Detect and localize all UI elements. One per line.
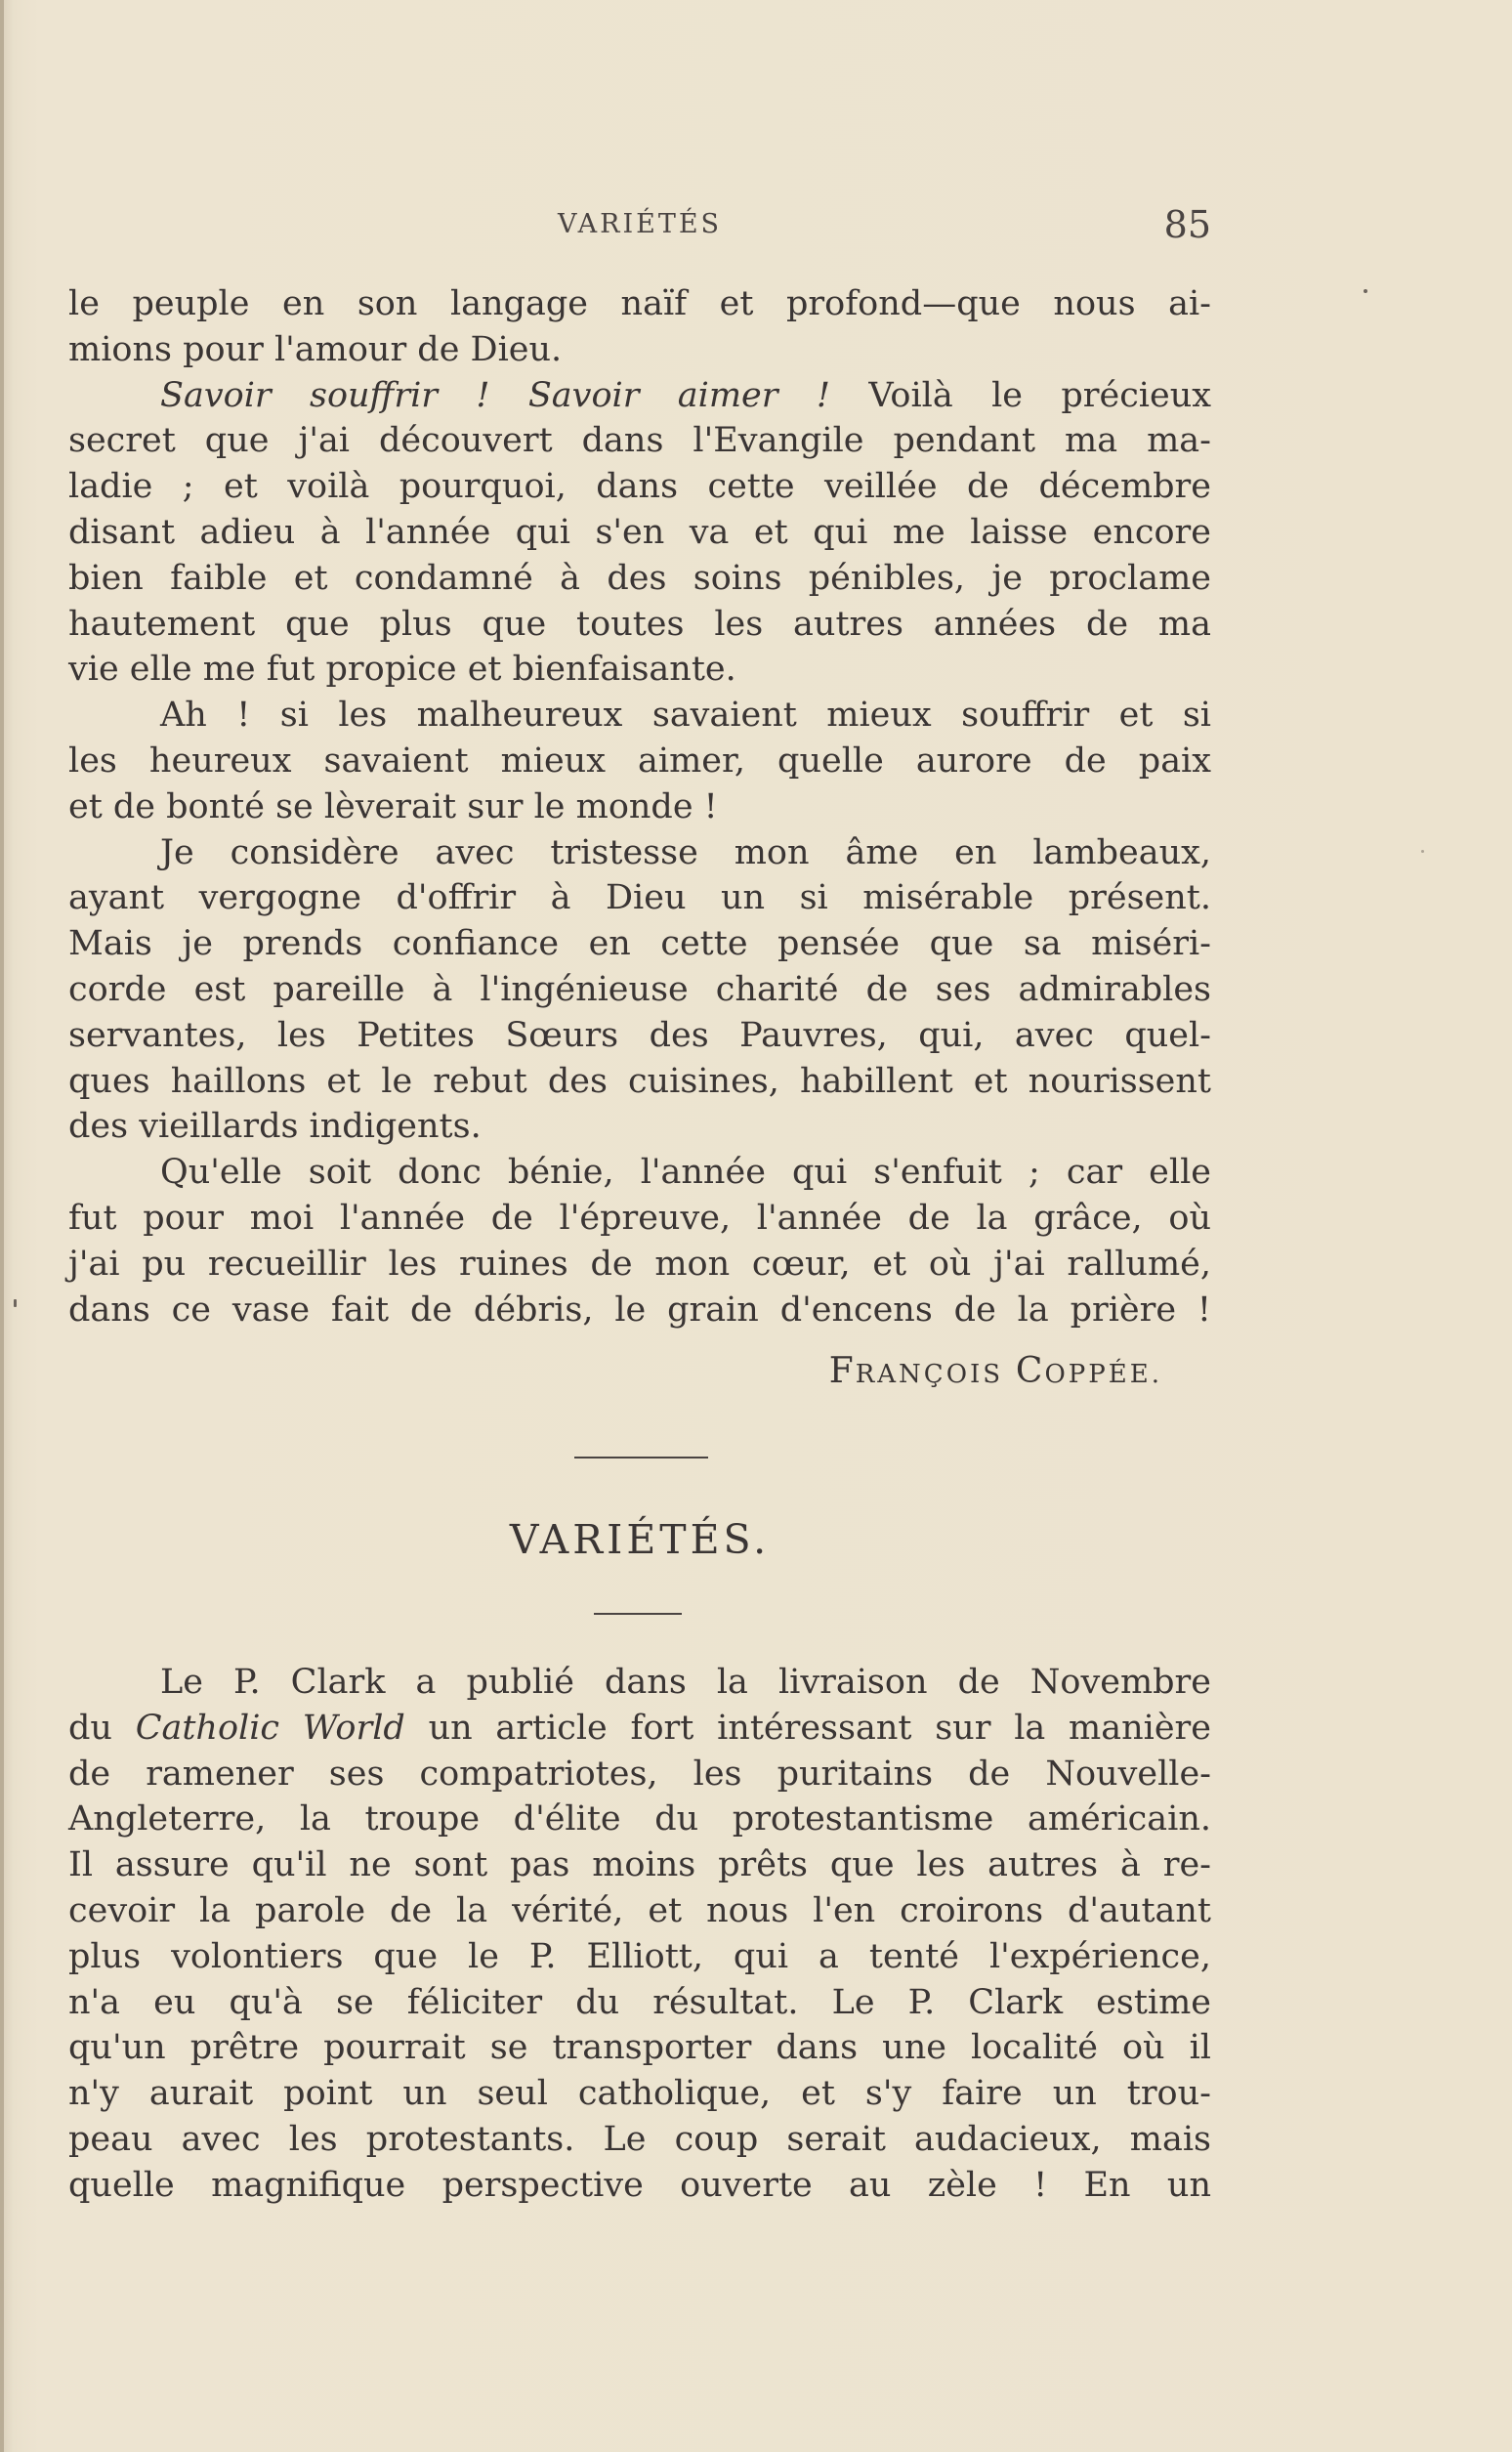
text-fragment: Voilà le précieux [868, 375, 1211, 415]
text-line: peau avec les protestants. Le coup serait audacieux, mais [68, 2119, 1211, 2159]
signature: FRANÇOIS COPPÉE. [828, 1351, 1162, 1391]
running-head [68, 203, 1211, 252]
text-line: disant adieu à l'année qui s'en va et qui me laisse encore [68, 512, 1211, 552]
text-line: ayant vergogne d'offrir à Dieu un si misérable présent. [68, 878, 1211, 918]
text-line: Il assure qu'il ne sont pas moins prêts que les autres à re- [68, 1845, 1211, 1885]
italic-phrase: Savoir aimer ! [527, 375, 830, 415]
text-line: Mais je prends confiance en cette pensée que sa miséri- [68, 924, 1211, 964]
text-line: mions pour l'amour de Dieu. [68, 329, 563, 369]
italic-title: Catholic World [135, 1708, 405, 1748]
text-line: corde est pareille à l'ingénieuse charité de ses admirables [68, 969, 1211, 1009]
text-line: secret que j'ai découvert dans l'Evangile pendant ma ma- [68, 421, 1211, 461]
paper-speck [1364, 289, 1367, 293]
page-number: 85 [1163, 203, 1211, 246]
section-heading: VARIÉTÉS. [509, 1516, 771, 1563]
text-line: bien faible et condamné à des soins pénibles, je proclame [68, 558, 1211, 598]
text-line [68, 373, 1211, 419]
text-line: n'y aurait point un seul catholique, et s'y faire un trou- [68, 2074, 1211, 2114]
text-line: fut pour moi l'année de l'épreuve, l'année de la grâce, où [68, 1198, 1211, 1238]
section-divider [574, 1457, 708, 1459]
text-line: n'a eu qu'à se féliciter du résultat. Le P. Clark estime [68, 1982, 1211, 2022]
text-line: Angleterre, la troupe d'élite du protestantisme américain. [68, 1799, 1211, 1839]
text-line: quelle magnifique perspective ouverte au zèle ! En un [68, 2165, 1211, 2205]
running-title: VARIÉTÉS [557, 209, 723, 239]
text-line: cevoir la parole de la vérité, et nous l'en croirons d'autant [68, 1890, 1211, 1930]
text-line: Ah ! si les malheureux savaient mieux souffrir et si [160, 696, 1211, 736]
section-text [68, 1660, 1211, 2209]
text-line: vie elle me fut propice et bienfaisante. [68, 650, 736, 690]
text-line: Le P. Clark a publié dans la livraison de Novembre [160, 1663, 1211, 1702]
text-line: Je considère avec tristesse mon âme en lambeaux, [160, 832, 1211, 872]
text-line: qu'un prêtre pourrait se transporter dans une localité où il [68, 2028, 1211, 2068]
text-line: ladie ; et voilà pourquoi, dans cette veillée de décembre [68, 467, 1211, 507]
text-line: j'ai pu recueillir les ruines de mon cœur, et où j'ai rallumé, [68, 1244, 1211, 1284]
text-line: Qu'elle soit donc bénie, l'année qui s'enfuit ; car elle [160, 1153, 1211, 1193]
paper-speck [1421, 850, 1424, 853]
text-line: hautement que plus que toutes les autres années de ma [68, 604, 1211, 644]
text-line: de ramener ses compatriotes, les puritains de Nouvelle- [68, 1754, 1211, 1794]
text-line: du Catholic World un article fort intéressant sur la manière [68, 1708, 1211, 1748]
paper-speck [14, 1299, 17, 1307]
text-line: ques haillons et le rebut des cuisines, habillent et nourissent [68, 1061, 1211, 1101]
letter-text [68, 281, 1211, 1332]
text-line: dans ce vase fait de débris, le grain d'encens de la prière ! [68, 1289, 1211, 1330]
italic-phrase: Savoir souffrir ! [160, 375, 490, 415]
heading-rule [594, 1613, 682, 1615]
text-line: les heureux savaient mieux aimer, quelle aurore de paix [68, 740, 1211, 781]
page-edge [0, 0, 4, 2452]
text-line: des vieillards indigents. [68, 1107, 482, 1147]
text-line: le peuple en son langage naïf et profond—que nous ai- [68, 284, 1211, 323]
text-line: plus volontiers que le P. Elliott, qui a tenté l'expérience, [68, 1936, 1211, 1976]
text-line: servantes, les Petites Sœurs des Pauvres, qui, avec quel- [68, 1015, 1211, 1055]
text-line: et de bonté se lèverait sur le monde ! [68, 786, 718, 826]
